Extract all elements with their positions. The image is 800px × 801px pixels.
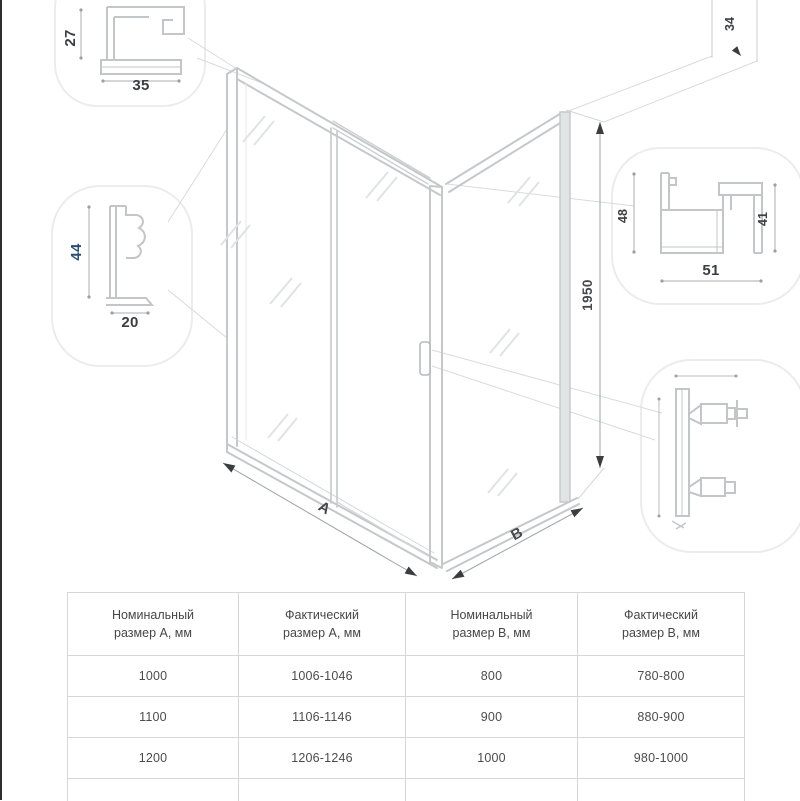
detail-wall-width: 20 <box>121 314 138 331</box>
table-cell: 1206-1246 <box>239 738 406 779</box>
dimension-B <box>450 504 585 582</box>
table-cell <box>239 779 406 801</box>
table-cell <box>68 779 239 801</box>
corner-post <box>430 186 442 568</box>
header-actual-b: Фактический размер B, мм <box>578 593 745 656</box>
left-post <box>227 68 237 452</box>
door-bottom-edge <box>337 502 428 556</box>
dim-height-label: 1950 <box>580 279 595 311</box>
table-row <box>68 697 745 738</box>
table-row-partial <box>68 779 745 801</box>
door-handle <box>420 342 430 375</box>
table-cell <box>406 779 578 801</box>
detail-wall-height: 44 <box>68 243 85 261</box>
detail-corner-width: 51 <box>702 262 719 279</box>
size-table <box>67 592 745 801</box>
table-row <box>68 656 745 697</box>
dimension-34 <box>712 0 757 62</box>
balloon-handle-detail <box>641 360 800 552</box>
dimension-A <box>221 460 419 580</box>
table-cell: 980-1000 <box>578 738 745 779</box>
panel-divider <box>331 128 337 507</box>
table-cell: 900 <box>406 697 578 738</box>
detail-top-rail-width: 35 <box>132 77 149 94</box>
dim-A-label: A <box>315 498 333 518</box>
detail-corner-height-left: 48 <box>616 209 630 223</box>
table-cell: 1000 <box>406 738 578 779</box>
side-top-rail <box>446 112 565 192</box>
table-header-row <box>68 593 745 656</box>
dim-34-label: 34 <box>723 17 737 31</box>
table-cell: 1200 <box>68 738 239 779</box>
table-row <box>68 738 745 779</box>
wall-post <box>560 112 570 502</box>
balloon-top-rail-detail <box>55 0 205 106</box>
balloon-wall-profile-detail <box>52 186 192 366</box>
table-cell: 880-900 <box>578 697 745 738</box>
header-actual-a: Фактический размер A, мм <box>239 593 406 656</box>
table-cell <box>578 779 745 801</box>
table-cell: 1100 <box>68 697 239 738</box>
header-nominal-b: Номинальный размер B, мм <box>406 593 578 656</box>
dim-B-label: B <box>508 524 526 544</box>
table-cell: 1006-1046 <box>239 656 406 697</box>
table-cell: 800 <box>406 656 578 697</box>
detail-top-rail-height: 27 <box>62 29 79 46</box>
table-cell: 1000 <box>68 656 239 697</box>
glass-hatches <box>221 116 539 496</box>
table-cell: 1106-1146 <box>239 697 406 738</box>
header-nominal-a: Номинальный размер A, мм <box>68 593 239 656</box>
detail-corner-height-right: 41 <box>756 212 770 226</box>
dimension-height-1950 <box>566 110 604 499</box>
table-cell: 780-800 <box>578 656 745 697</box>
front-bottom-rail <box>227 444 437 568</box>
